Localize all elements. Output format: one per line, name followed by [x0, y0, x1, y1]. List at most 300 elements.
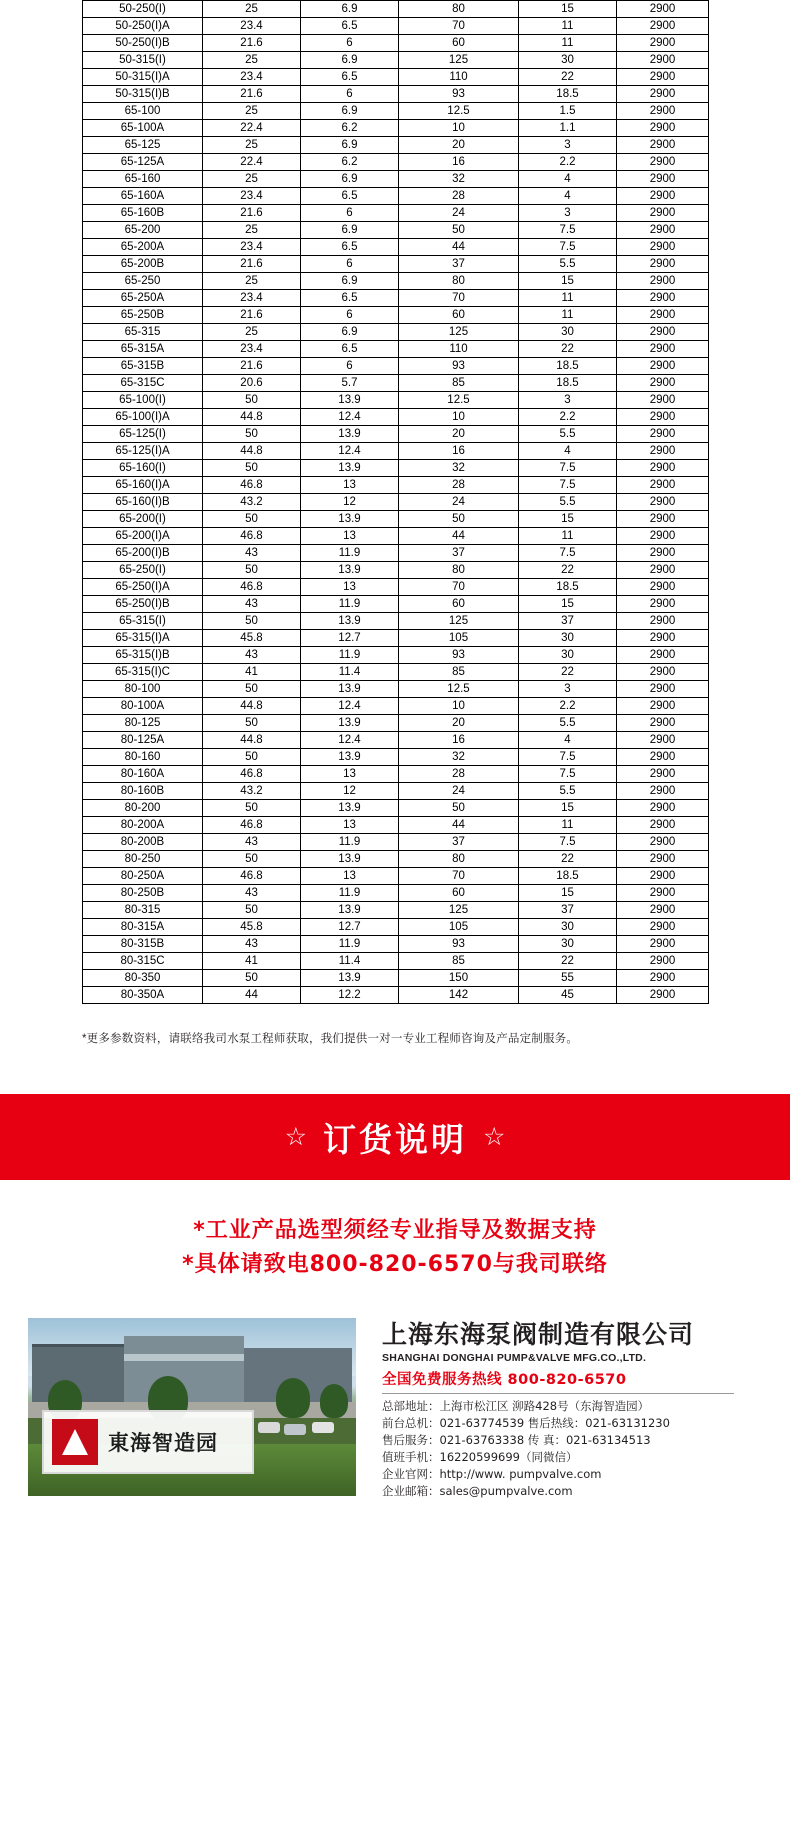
table-cell: 2900	[617, 579, 709, 596]
table-cell: 11.9	[301, 647, 399, 664]
table-row	[83, 154, 709, 171]
table-cell: 6.9	[301, 171, 399, 188]
order-banner-inner	[285, 1114, 506, 1161]
table-cell: 28	[399, 477, 519, 494]
table-cell: 25	[203, 137, 301, 154]
table-cell: 2900	[617, 1, 709, 18]
table-cell: 22	[519, 562, 617, 579]
company-address: 总部地址：上海市松江区 泖路428号（东海智造园）	[382, 1399, 650, 1413]
table-cell: 37	[399, 834, 519, 851]
table-cell: 11	[519, 35, 617, 52]
table-cell: 65-315A	[83, 341, 203, 358]
table-cell: 65-200(I)A	[83, 528, 203, 545]
table-cell: 2900	[617, 154, 709, 171]
table-cell: 50	[203, 715, 301, 732]
table-row	[83, 86, 709, 103]
table-cell: 2900	[617, 545, 709, 562]
table-cell: 50	[399, 222, 519, 239]
table-cell: 15	[519, 1, 617, 18]
table-cell: 37	[399, 545, 519, 562]
table-row	[83, 103, 709, 120]
table-cell: 23.4	[203, 18, 301, 35]
table-cell: 2900	[617, 987, 709, 1004]
table-cell: 6	[301, 307, 399, 324]
table-cell: 65-160B	[83, 205, 203, 222]
table-cell: 46.8	[203, 766, 301, 783]
table-cell: 2900	[617, 35, 709, 52]
table-cell: 2900	[617, 596, 709, 613]
table-row	[83, 817, 709, 834]
photo-building-stripe	[124, 1354, 244, 1361]
table-cell: 80-160B	[83, 783, 203, 800]
table-cell: 12.7	[301, 919, 399, 936]
table-cell: 65-250(I)B	[83, 596, 203, 613]
table-cell: 5.5	[519, 256, 617, 273]
table-cell: 80-200B	[83, 834, 203, 851]
table-cell: 80-250A	[83, 868, 203, 885]
table-cell: 30	[519, 324, 617, 341]
table-cell: 50	[203, 902, 301, 919]
table-cell: 93	[399, 358, 519, 375]
table-row	[83, 766, 709, 783]
table-cell: 20	[399, 426, 519, 443]
table-cell: 30	[519, 647, 617, 664]
table-cell: 11.9	[301, 936, 399, 953]
table-cell: 6.9	[301, 324, 399, 341]
table-cell: 6	[301, 358, 399, 375]
table-cell: 50	[399, 800, 519, 817]
table-cell: 2900	[617, 392, 709, 409]
table-cell: 2.2	[519, 154, 617, 171]
table-cell: 22.4	[203, 120, 301, 137]
company-logo-icon	[52, 1419, 98, 1465]
table-cell: 22.4	[203, 154, 301, 171]
table-cell: 80-315C	[83, 953, 203, 970]
table-row	[83, 358, 709, 375]
table-cell: 125	[399, 902, 519, 919]
table-cell: 50	[203, 460, 301, 477]
table-cell: 30	[519, 52, 617, 69]
table-cell: 15	[519, 511, 617, 528]
table-cell: 44.8	[203, 409, 301, 426]
table-cell: 46.8	[203, 579, 301, 596]
table-cell: 50-315(I)B	[83, 86, 203, 103]
table-cell: 65-160(I)B	[83, 494, 203, 511]
table-cell: 2900	[617, 290, 709, 307]
table-cell: 80	[399, 562, 519, 579]
table-cell: 80-350	[83, 970, 203, 987]
table-cell: 25	[203, 222, 301, 239]
table-row	[83, 443, 709, 460]
table-cell: 85	[399, 375, 519, 392]
table-cell: 2900	[617, 256, 709, 273]
table-cell: 70	[399, 579, 519, 596]
table-cell: 2900	[617, 562, 709, 579]
table-cell: 11.9	[301, 596, 399, 613]
table-cell: 32	[399, 460, 519, 477]
table-cell: 2900	[617, 511, 709, 528]
table-cell: 10	[399, 120, 519, 137]
table-cell: 2900	[617, 426, 709, 443]
table-cell: 7.5	[519, 460, 617, 477]
table-cell: 6	[301, 86, 399, 103]
table-cell: 6.9	[301, 137, 399, 154]
table-cell: 11	[519, 18, 617, 35]
table-cell: 50-250(I)	[83, 1, 203, 18]
table-cell: 13	[301, 528, 399, 545]
table-row	[83, 528, 709, 545]
table-cell: 11.4	[301, 664, 399, 681]
table-cell: 5.7	[301, 375, 399, 392]
table-cell: 65-315C	[83, 375, 203, 392]
table-cell: 65-315(I)	[83, 613, 203, 630]
table-cell: 21.6	[203, 35, 301, 52]
table-row	[83, 613, 709, 630]
table-cell: 44	[203, 987, 301, 1004]
table-cell: 15	[519, 800, 617, 817]
table-row	[83, 596, 709, 613]
table-row	[83, 205, 709, 222]
table-cell: 6.5	[301, 290, 399, 307]
table-cell: 37	[519, 613, 617, 630]
table-cell: 5.5	[519, 783, 617, 800]
table-cell: 10	[399, 409, 519, 426]
table-cell: 28	[399, 188, 519, 205]
table-cell: 2900	[617, 953, 709, 970]
table-cell: 2900	[617, 324, 709, 341]
star-right-icon: ☆	[483, 1122, 506, 1151]
table-row	[83, 868, 709, 885]
star-left-icon: ☆	[284, 1122, 307, 1151]
table-cell: 4	[519, 188, 617, 205]
table-cell: 2900	[617, 307, 709, 324]
table-cell: 80-250B	[83, 885, 203, 902]
table-cell: 2900	[617, 86, 709, 103]
table-row	[83, 324, 709, 341]
table-cell: 50-315(I)	[83, 52, 203, 69]
company-website: 企业官网：http://www. pumpvalve.com	[382, 1467, 602, 1481]
table-cell: 30	[519, 936, 617, 953]
table-cell: 23.4	[203, 290, 301, 307]
table-row	[83, 222, 709, 239]
table-cell: 2900	[617, 749, 709, 766]
photo-tree	[276, 1378, 310, 1418]
table-cell: 2900	[617, 681, 709, 698]
table-cell: 2900	[617, 477, 709, 494]
table-cell: 60	[399, 35, 519, 52]
table-cell: 93	[399, 647, 519, 664]
table-cell: 20	[399, 137, 519, 154]
table-row	[83, 460, 709, 477]
table-cell: 65-315(I)C	[83, 664, 203, 681]
table-cell: 5.5	[519, 494, 617, 511]
table-cell: 11.4	[301, 953, 399, 970]
table-cell: 2900	[617, 698, 709, 715]
table-cell: 15	[519, 273, 617, 290]
table-row	[83, 545, 709, 562]
table-row	[83, 681, 709, 698]
table-cell: 22	[519, 664, 617, 681]
table-cell: 80-250	[83, 851, 203, 868]
table-cell: 13.9	[301, 426, 399, 443]
table-cell: 85	[399, 953, 519, 970]
table-cell: 3	[519, 205, 617, 222]
table-cell: 11	[519, 528, 617, 545]
table-cell: 12	[301, 494, 399, 511]
table-row	[83, 256, 709, 273]
table-row	[83, 647, 709, 664]
table-row	[83, 579, 709, 596]
table-row	[83, 171, 709, 188]
table-cell: 2900	[617, 52, 709, 69]
table-cell: 21.6	[203, 86, 301, 103]
table-cell: 65-315	[83, 324, 203, 341]
order-banner-title: 订货说明	[323, 1119, 467, 1159]
table-cell: 6.9	[301, 222, 399, 239]
table-cell: 11.9	[301, 834, 399, 851]
table-cell: 21.6	[203, 205, 301, 222]
table-cell: 4	[519, 443, 617, 460]
table-cell: 30	[519, 630, 617, 647]
table-row	[83, 290, 709, 307]
table-cell: 65-250A	[83, 290, 203, 307]
table-cell: 25	[203, 273, 301, 290]
company-after-sales: 售后服务：021-63763338 传 真：021-63134513	[382, 1433, 651, 1447]
table-cell: 80-315	[83, 902, 203, 919]
table-cell: 43	[203, 596, 301, 613]
table-cell: 12.7	[301, 630, 399, 647]
table-cell: 50	[203, 970, 301, 987]
table-cell: 80-125A	[83, 732, 203, 749]
table-row	[83, 137, 709, 154]
company-name-en: SHANGHAI DONGHAI PUMP&VALVE MFG.CO.,LTD.	[382, 1352, 647, 1364]
table-cell: 44.8	[203, 732, 301, 749]
table-cell: 13.9	[301, 392, 399, 409]
table-cell: 7.5	[519, 749, 617, 766]
table-cell: 2900	[617, 919, 709, 936]
table-cell: 6.9	[301, 1, 399, 18]
company-divider	[382, 1393, 734, 1394]
table-row	[83, 477, 709, 494]
table-cell: 65-100(I)	[83, 392, 203, 409]
table-cell: 60	[399, 885, 519, 902]
table-cell: 7.5	[519, 477, 617, 494]
table-cell: 55	[519, 970, 617, 987]
table-cell: 65-125A	[83, 154, 203, 171]
table-cell: 2900	[617, 766, 709, 783]
table-cell: 16	[399, 154, 519, 171]
table-cell: 6.2	[301, 120, 399, 137]
table-row	[83, 239, 709, 256]
table-row	[83, 732, 709, 749]
table-cell: 65-125(I)	[83, 426, 203, 443]
table-cell: 65-250	[83, 273, 203, 290]
table-cell: 21.6	[203, 256, 301, 273]
table-cell: 50	[203, 562, 301, 579]
table-cell: 11.9	[301, 885, 399, 902]
table-cell: 80-160	[83, 749, 203, 766]
table-cell: 80-100A	[83, 698, 203, 715]
table-cell: 18.5	[519, 358, 617, 375]
table-cell: 70	[399, 290, 519, 307]
table-cell: 13.9	[301, 613, 399, 630]
table-cell: 45.8	[203, 630, 301, 647]
table-cell: 2900	[617, 868, 709, 885]
table-cell: 50	[203, 749, 301, 766]
table-row	[83, 494, 709, 511]
table-cell: 2900	[617, 358, 709, 375]
table-cell: 12.5	[399, 103, 519, 120]
table-cell: 25	[203, 171, 301, 188]
table-cell: 105	[399, 630, 519, 647]
table-row	[83, 273, 709, 290]
table-cell: 65-100A	[83, 120, 203, 137]
table-row	[83, 562, 709, 579]
company-email: 企业邮箱：sales@pumpvalve.com	[382, 1484, 573, 1498]
table-cell: 85	[399, 664, 519, 681]
table-cell: 142	[399, 987, 519, 1004]
company-info	[356, 1318, 734, 1500]
table-cell: 25	[203, 103, 301, 120]
table-cell: 50-250(I)B	[83, 35, 203, 52]
table-cell: 2900	[617, 375, 709, 392]
table-row	[83, 18, 709, 35]
table-cell: 5.5	[519, 715, 617, 732]
table-row	[83, 851, 709, 868]
table-cell: 45	[519, 987, 617, 1004]
table-cell: 6.5	[301, 341, 399, 358]
table-cell: 65-315(I)A	[83, 630, 203, 647]
table-row	[83, 783, 709, 800]
table-cell: 93	[399, 86, 519, 103]
table-cell: 125	[399, 613, 519, 630]
table-cell: 32	[399, 171, 519, 188]
table-cell: 70	[399, 18, 519, 35]
table-cell: 80-100	[83, 681, 203, 698]
table-cell: 110	[399, 69, 519, 86]
table-cell: 2900	[617, 188, 709, 205]
company-hotline: 全国免费服务热线 800-820-6570	[382, 1372, 627, 1388]
table-cell: 2.2	[519, 698, 617, 715]
table-cell: 6.9	[301, 52, 399, 69]
table-cell: 7.5	[519, 834, 617, 851]
table-cell: 13.9	[301, 800, 399, 817]
table-cell: 65-315(I)B	[83, 647, 203, 664]
table-row	[83, 426, 709, 443]
table-cell: 6	[301, 35, 399, 52]
table-cell: 11.9	[301, 545, 399, 562]
table-cell: 65-200(I)B	[83, 545, 203, 562]
table-cell: 80-350A	[83, 987, 203, 1004]
table-cell: 2900	[617, 137, 709, 154]
table-cell: 22	[519, 341, 617, 358]
table-cell: 65-160(I)	[83, 460, 203, 477]
table-cell: 2900	[617, 970, 709, 987]
table-cell: 13.9	[301, 715, 399, 732]
table-cell: 50	[203, 426, 301, 443]
table-cell: 2900	[617, 885, 709, 902]
table-cell: 2900	[617, 936, 709, 953]
table-cell: 2900	[617, 613, 709, 630]
table-cell: 50-315(I)A	[83, 69, 203, 86]
table-cell: 43	[203, 545, 301, 562]
table-cell: 46.8	[203, 817, 301, 834]
table-row	[83, 919, 709, 936]
table-cell: 16	[399, 443, 519, 460]
table-row	[83, 511, 709, 528]
table-cell: 16	[399, 732, 519, 749]
table-row	[83, 392, 709, 409]
table-cell: 23.4	[203, 69, 301, 86]
table-cell: 13.9	[301, 460, 399, 477]
table-cell: 5.5	[519, 426, 617, 443]
table-row	[83, 409, 709, 426]
photo-entrance-sign	[42, 1410, 254, 1474]
table-cell: 1.5	[519, 103, 617, 120]
company-pre-sales: 前台总机：021-63774539 售后热线：021-63131230	[382, 1416, 670, 1430]
table-cell: 22	[519, 851, 617, 868]
table-cell: 150	[399, 970, 519, 987]
table-cell: 46.8	[203, 868, 301, 885]
table-cell: 21.6	[203, 307, 301, 324]
table-cell: 2900	[617, 205, 709, 222]
table-cell: 65-200	[83, 222, 203, 239]
table-row	[83, 1, 709, 18]
table-cell: 2900	[617, 664, 709, 681]
table-cell: 13	[301, 579, 399, 596]
table-cell: 41	[203, 953, 301, 970]
table-cell: 13.9	[301, 749, 399, 766]
table-row	[83, 35, 709, 52]
table-cell: 80-160A	[83, 766, 203, 783]
table-cell: 2900	[617, 69, 709, 86]
table-row	[83, 987, 709, 1004]
table-cell: 3	[519, 137, 617, 154]
table-cell: 12.4	[301, 698, 399, 715]
table-cell: 2900	[617, 800, 709, 817]
table-cell: 2900	[617, 443, 709, 460]
table-cell: 23.4	[203, 188, 301, 205]
table-cell: 60	[399, 596, 519, 613]
table-cell: 44.8	[203, 698, 301, 715]
table-cell: 13	[301, 817, 399, 834]
table-cell: 32	[399, 749, 519, 766]
table-cell: 93	[399, 936, 519, 953]
table-cell: 18.5	[519, 579, 617, 596]
table-cell: 25	[203, 52, 301, 69]
table-cell: 45.8	[203, 919, 301, 936]
table-cell: 60	[399, 307, 519, 324]
table-cell: 50	[399, 511, 519, 528]
table-cell: 50	[203, 851, 301, 868]
table-cell: 6.9	[301, 103, 399, 120]
table-cell: 65-250(I)	[83, 562, 203, 579]
table-cell: 6.5	[301, 69, 399, 86]
table-cell: 50	[203, 613, 301, 630]
table-cell: 65-250(I)A	[83, 579, 203, 596]
table-cell: 2900	[617, 460, 709, 477]
table-cell: 13.9	[301, 902, 399, 919]
table-cell: 7.5	[519, 222, 617, 239]
table-cell: 2900	[617, 851, 709, 868]
spec-footnote: *更多参数资料，请联络我司水泵工程师获取，我们提供一对一专业工程师咨询及产品定制服务。	[82, 1033, 579, 1045]
table-cell: 18.5	[519, 86, 617, 103]
table-row	[83, 936, 709, 953]
table-cell: 2.2	[519, 409, 617, 426]
table-row	[83, 715, 709, 732]
table-cell: 43	[203, 647, 301, 664]
table-cell: 50	[203, 392, 301, 409]
